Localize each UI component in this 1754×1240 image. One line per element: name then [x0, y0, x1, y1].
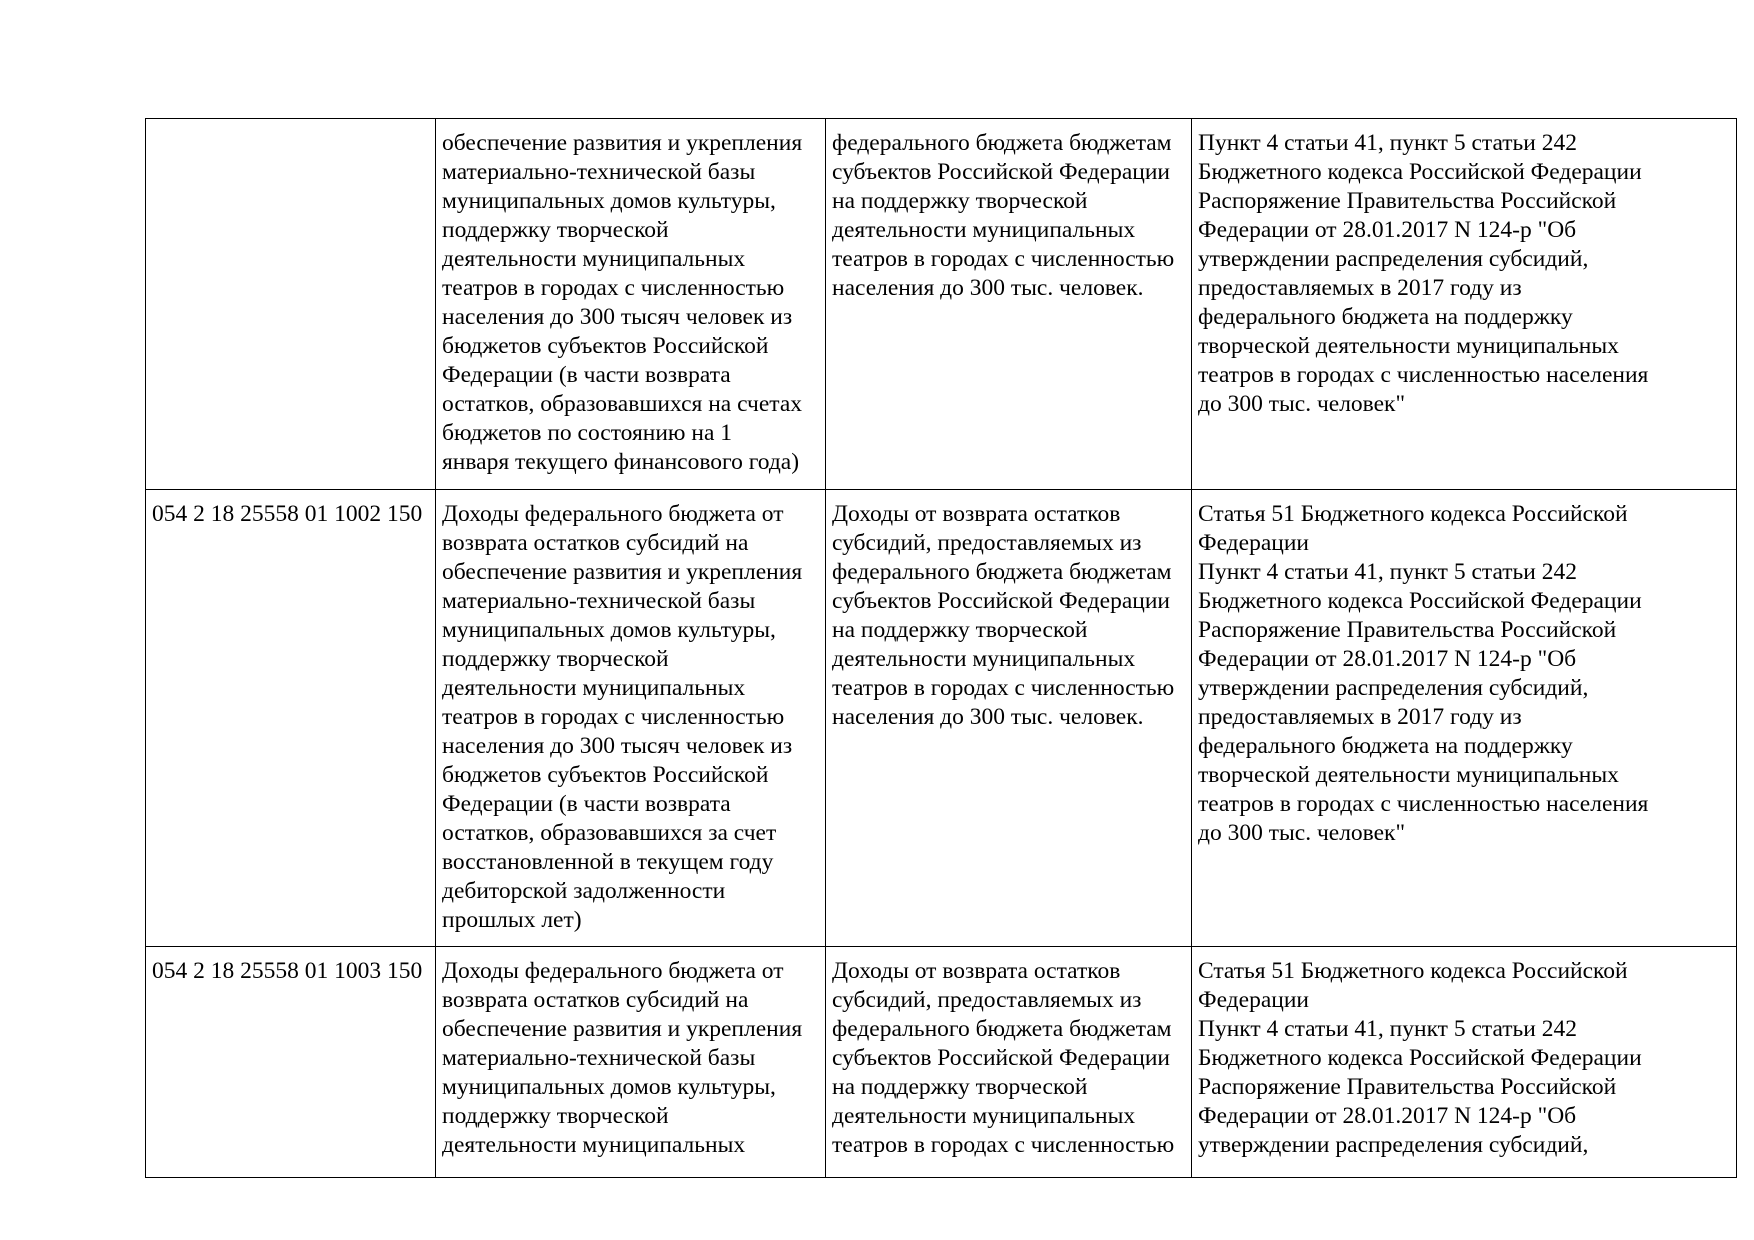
income-code-cell: 054 2 18 25558 01 1002 150 — [146, 490, 436, 947]
income-description-cell: Доходы от возврата остатков субсидий, предоставляемых из федерального бюджета бюджетам субъектов Российской Федерации на поддержку творческой деятельности муниципальных театров в городах с численностью — [826, 947, 1192, 1178]
income-name-cell: Доходы федерального бюджета от возврата остатков субсидий на обеспечение развития и укрепления материально-технической базы муниципальных домов культуры, поддержку творческой деятельности муниципальных театров в городах с численностью населения до 300 тысяч человек из бюджетов субъектов Российской Федерации (в части возврата остатков, образовавшихся за счет восстановленной в текущем году дебиторской задолженности прошлых лет) — [436, 490, 826, 947]
legal-basis-cell: Пункт 4 статьи 41, пункт 5 статьи 242 Бюджетного кодекса Российской Федерации Распоряжение Правительства Российской Федерации от 28.01.2017 N 124-р "Об утверждении распределения субсидий, предоставляемых в 2017 году из федерального бюджета на поддержку творческой деятельности муниципальных театров в городах с численностью населения до 300 тыс. человек" — [1192, 119, 1737, 490]
income-description-cell: федерального бюджета бюджетам субъектов Российской Федерации на поддержку творческой деятельности муниципальных театров в городах с численностью населения до 300 тыс. человек. — [826, 119, 1192, 490]
budget-classification-table — [145, 118, 1737, 1178]
table-row — [146, 119, 1737, 490]
income-name-cell: Доходы федерального бюджета от возврата остатков субсидий на обеспечение развития и укрепления материально-технической базы муниципальных домов культуры, поддержку творческой деятельности муниципальных — [436, 947, 826, 1178]
income-code-cell: 054 2 18 25558 01 1003 150 — [146, 947, 436, 1178]
income-description-cell: Доходы от возврата остатков субсидий, предоставляемых из федерального бюджета бюджетам субъектов Российской Федерации на поддержку творческой деятельности муниципальных театров в городах с численностью населения до 300 тыс. человек. — [826, 490, 1192, 947]
table-row — [146, 947, 1737, 1178]
income-code-cell — [146, 119, 436, 490]
legal-basis-cell: Статья 51 Бюджетного кодекса Российской Федерации Пункт 4 статьи 41, пункт 5 статьи 242 Бюджетного кодекса Российской Федерации Распоряжение Правительства Российской Федерации от 28.01.2017 N 124-р "Об утверждении распределения субсидий, предоставляемых в 2017 году из федерального бюджета на поддержку творческой деятельности муниципальных театров в городах с численностью населения до 300 тыс. человек" — [1192, 490, 1737, 947]
table-row — [146, 490, 1737, 947]
income-name-cell: обеспечение развития и укрепления материально-технической базы муниципальных домов культуры, поддержку творческой деятельности муниципальных театров в городах с численностью населения до 300 тысяч человек из бюджетов субъектов Российской Федерации (в части возврата остатков, образовавшихся на счетах бюджетов по состоянию на 1 января текущего финансового года) — [436, 119, 826, 490]
legal-basis-cell: Статья 51 Бюджетного кодекса Российской Федерации Пункт 4 статьи 41, пункт 5 статьи 242 Бюджетного кодекса Российской Федерации Распоряжение Правительства Российской Федерации от 28.01.2017 N 124-р "Об утверждении распределения субсидий, — [1192, 947, 1737, 1178]
